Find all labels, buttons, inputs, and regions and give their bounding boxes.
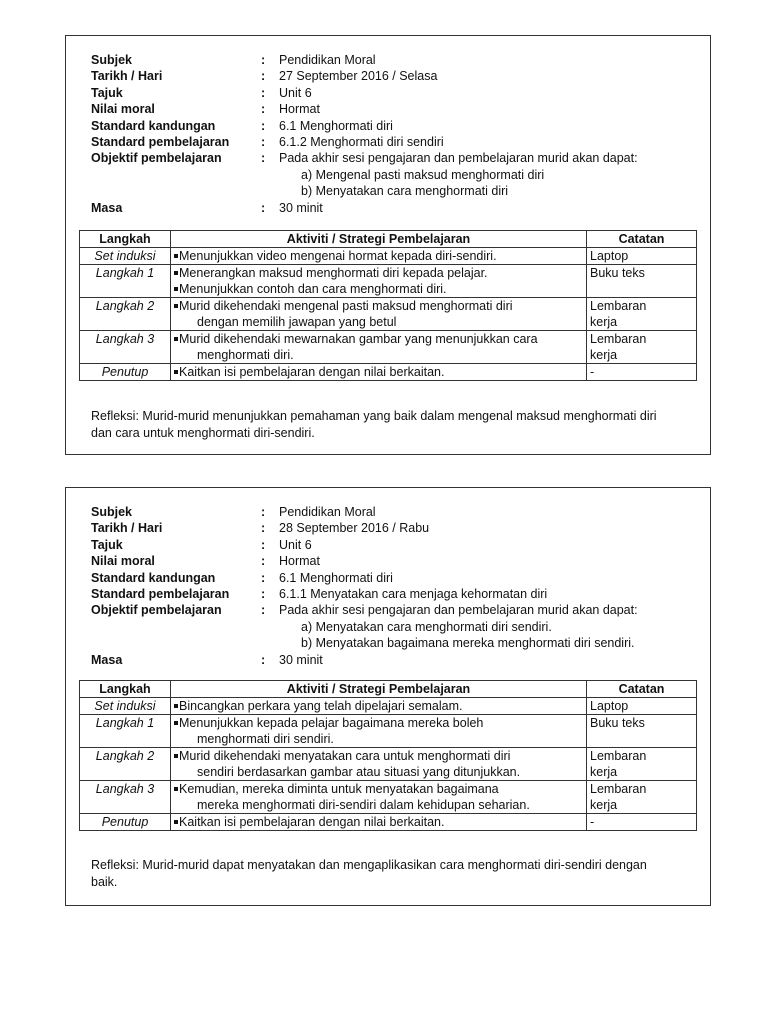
note-text: - — [590, 365, 595, 379]
lesson-plan-1 — [65, 35, 711, 455]
note-text: kerja — [590, 315, 618, 329]
bullet-icon — [174, 337, 178, 341]
info-row-objektif: Objektif pembelajaran : Pada akhir sesi pengajaran dan pembelajaran murid akan dapat: — [91, 603, 638, 618]
info-label: Tarikh / Hari — [91, 69, 163, 84]
activity-cell — [171, 715, 587, 748]
activity-text: Kaitkan isi pembelajaran dengan nilai berkaitan. — [179, 815, 445, 829]
info-row-tarikh: Tarikh / Hari : 28 September 2016 / Rabu — [91, 521, 430, 536]
activity-cell — [171, 698, 587, 715]
info-value: Hormat — [279, 554, 320, 569]
activity-text: sendiri berdasarkan gambar atau situasi yang ditunjukkan. — [197, 765, 521, 779]
info-label: Subjek — [91, 53, 132, 67]
activity-cell — [171, 265, 587, 298]
bullet-icon — [174, 787, 178, 791]
info-row-subjek: Subjek : Pendidikan Moral — [91, 53, 376, 67]
note-text: kerja — [590, 798, 618, 812]
bullet-icon — [174, 754, 178, 758]
bullet-icon — [174, 287, 178, 291]
table-header-row — [80, 231, 697, 248]
info-label: Tajuk — [91, 85, 123, 100]
info-row-pembelajaran: Standard pembelajaran : 6.1.2 Menghormati diri sendiri — [91, 134, 444, 149]
column-header: Catatan — [587, 681, 697, 698]
lesson-plan-2 — [65, 487, 711, 906]
table-row — [80, 248, 697, 265]
notes-cell — [587, 331, 697, 364]
activity-text: Murid dikehendaki mengenal pasti maksud menghormati diri — [179, 299, 513, 313]
activity-table — [79, 230, 697, 381]
info-value: 6.1.1 Menyatakan cara menjaga kehormatan diri — [279, 586, 548, 601]
notes-cell — [587, 248, 697, 265]
activity-cell — [171, 248, 587, 265]
objective-item: b) Menyatakan cara menghormati diri — [301, 184, 509, 199]
note-text: - — [590, 815, 595, 829]
info-label: Masa — [91, 652, 123, 667]
objective-item: a) Mengenal pasti maksud menghormati diri — [301, 167, 545, 182]
notes-cell — [587, 265, 697, 298]
info-row-kandungan: Standard kandungan : 6.1 Menghormati diri — [91, 570, 393, 585]
info-value: 6.1.2 Menghormati diri sendiri — [279, 134, 444, 149]
activity-text: dengan memilih jawapan yang betul — [197, 315, 397, 329]
note-text: Laptop — [590, 249, 629, 263]
info-row-objektif: Objektif pembelajaran : Pada akhir sesi pengajaran dan pembelajaran murid akan dapat: — [91, 151, 638, 166]
bullet-icon — [174, 254, 178, 258]
activity-text: Menunjukkan kepada pelajar bagaimana mereka boleh — [179, 716, 484, 730]
lesson-info — [91, 504, 691, 668]
column-header: Aktiviti / Strategi Pembelajaran — [171, 231, 587, 248]
table-row — [80, 781, 697, 814]
reflection-text: Refleksi: Murid-murid dapat menyatakan dan mengaplikasikan cara menghormati diri-sendiri dengan baik. — [91, 858, 647, 889]
notes-cell — [587, 364, 697, 381]
info-label: Tajuk — [91, 537, 123, 552]
bullet-icon — [174, 704, 178, 708]
table-row — [80, 748, 697, 781]
info-value: 6.1 Menghormati diri — [279, 118, 393, 133]
info-value: Pendidikan Moral — [279, 53, 376, 67]
info-value: 6.1 Menghormati diri — [279, 570, 393, 585]
step-cell: Set induksi — [80, 698, 171, 715]
activity-text: Kemudian, mereka diminta untuk menyatakan bagaimana — [179, 782, 499, 796]
step-cell: Langkah 1 — [80, 265, 171, 298]
info-label: Standard kandungan — [91, 118, 216, 133]
info-value: Pada akhir sesi pengajaran dan pembelajaran murid akan dapat: — [279, 603, 638, 618]
info-row-tarikh: Tarikh / Hari : 27 September 2016 / Selasa — [91, 69, 438, 84]
objective-item: a) Menyatakan cara menghormati diri sendiri. — [301, 619, 552, 634]
info-row-masa: Masa : 30 minit — [91, 652, 323, 667]
info-label: Standard pembelajaran — [91, 586, 230, 601]
note-text: Lembaran — [590, 749, 647, 763]
info-label: Nilai moral — [91, 554, 155, 569]
bullet-icon — [174, 721, 178, 725]
note-text: Buku teks — [590, 266, 645, 280]
notes-cell — [587, 698, 697, 715]
step-cell: Langkah 3 — [80, 781, 171, 814]
bullet-icon — [174, 370, 178, 374]
activity-cell — [171, 781, 587, 814]
activity-text: menghormati diri sendiri. — [197, 732, 334, 746]
info-row-subjek: Subjek : Pendidikan Moral — [91, 505, 376, 519]
lesson-info — [91, 52, 691, 216]
activity-text: mereka menghormati diri-sendiri dalam kehidupan seharian. — [197, 798, 530, 812]
notes-cell — [587, 781, 697, 814]
bullet-icon — [174, 820, 178, 824]
info-value: Hormat — [279, 102, 320, 117]
info-label: Objektif pembelajaran — [91, 151, 222, 166]
notes-cell — [587, 298, 697, 331]
info-row-nilai: Nilai moral : Hormat — [91, 102, 320, 117]
step-cell: Langkah 2 — [80, 748, 171, 781]
info-value: 27 September 2016 / Selasa — [279, 69, 438, 84]
info-value: Unit 6 — [279, 537, 312, 552]
activity-text: menghormati diri. — [197, 348, 294, 362]
activity-table — [79, 680, 697, 831]
activity-text: Bincangkan perkara yang telah dipelajari semalam. — [179, 699, 463, 713]
table-header-row — [80, 681, 697, 698]
table-row — [80, 698, 697, 715]
info-row-pembelajaran: Standard pembelajaran : 6.1.1 Menyatakan cara menjaga kehormatan diri — [91, 586, 548, 601]
activity-cell — [171, 331, 587, 364]
column-header: Aktiviti / Strategi Pembelajaran — [171, 681, 587, 698]
note-text: Laptop — [590, 699, 629, 713]
note-text: kerja — [590, 765, 618, 779]
info-value: Pada akhir sesi pengajaran dan pembelajaran murid akan dapat: — [279, 151, 638, 166]
activity-text: Menunjukkan contoh dan cara menghormati diri. — [179, 282, 447, 296]
activity-text: Murid dikehendaki mewarnakan gambar yang menunjukkan cara — [179, 332, 538, 346]
bullet-icon — [174, 304, 178, 308]
activity-cell — [171, 298, 587, 331]
activity-cell — [171, 814, 587, 831]
table-row — [80, 814, 697, 831]
activity-text: Menerangkan maksud menghormati diri kepada pelajar. — [179, 266, 488, 280]
info-row-kandungan: Standard kandungan : 6.1 Menghormati diri — [91, 118, 393, 133]
info-label: Standard kandungan — [91, 570, 216, 585]
note-text: kerja — [590, 348, 618, 362]
info-label: Objektif pembelajaran — [91, 603, 222, 618]
info-row-nilai: Nilai moral : Hormat — [91, 554, 320, 569]
table-row — [80, 364, 697, 381]
info-row-tajuk: Tajuk : Unit 6 — [91, 537, 312, 552]
info-value: 28 September 2016 / Rabu — [279, 521, 430, 536]
note-text: Buku teks — [590, 716, 645, 730]
step-cell: Penutup — [80, 814, 171, 831]
reflection-text: Refleksi: Murid-murid menunjukkan pemahaman yang baik dalam mengenal maksud menghormati diri dan cara untuk menghormati diri-sendiri. — [91, 409, 657, 440]
info-value: 30 minit — [279, 200, 323, 215]
info-value: Unit 6 — [279, 85, 312, 100]
table-row — [80, 298, 697, 331]
table-row — [80, 265, 697, 298]
info-row-masa: Masa : 30 minit — [91, 200, 323, 215]
step-cell: Langkah 1 — [80, 715, 171, 748]
info-label: Masa — [91, 200, 123, 215]
info-label: Tarikh / Hari — [91, 521, 163, 536]
bullet-icon — [174, 271, 178, 275]
column-header: Catatan — [587, 231, 697, 248]
step-cell: Langkah 3 — [80, 331, 171, 364]
notes-cell — [587, 748, 697, 781]
note-text: Lembaran — [590, 782, 647, 796]
table-row — [80, 331, 697, 364]
column-header: Langkah — [80, 681, 171, 698]
activity-text: Menunjukkan video mengenai hormat kepada diri-sendiri. — [179, 249, 497, 263]
info-label: Nilai moral — [91, 102, 155, 117]
table-row — [80, 715, 697, 748]
info-row-tajuk: Tajuk : Unit 6 — [91, 85, 312, 100]
note-text: Lembaran — [590, 332, 647, 346]
info-label: Subjek — [91, 505, 132, 519]
info-value: 30 minit — [279, 652, 323, 667]
activity-cell — [171, 364, 587, 381]
step-cell: Penutup — [80, 364, 171, 381]
notes-cell — [587, 814, 697, 831]
objective-item: b) Menyatakan bagaimana mereka menghormati diri sendiri. — [301, 636, 635, 651]
note-text: Lembaran — [590, 299, 647, 313]
step-cell: Langkah 2 — [80, 298, 171, 331]
step-cell: Set induksi — [80, 248, 171, 265]
activity-text: Kaitkan isi pembelajaran dengan nilai berkaitan. — [179, 365, 445, 379]
activity-cell — [171, 748, 587, 781]
activity-text: Murid dikehendaki menyatakan cara untuk menghormati diri — [179, 749, 511, 763]
column-header: Langkah — [80, 231, 171, 248]
info-value: Pendidikan Moral — [279, 505, 376, 519]
notes-cell — [587, 715, 697, 748]
info-label: Standard pembelajaran — [91, 134, 230, 149]
